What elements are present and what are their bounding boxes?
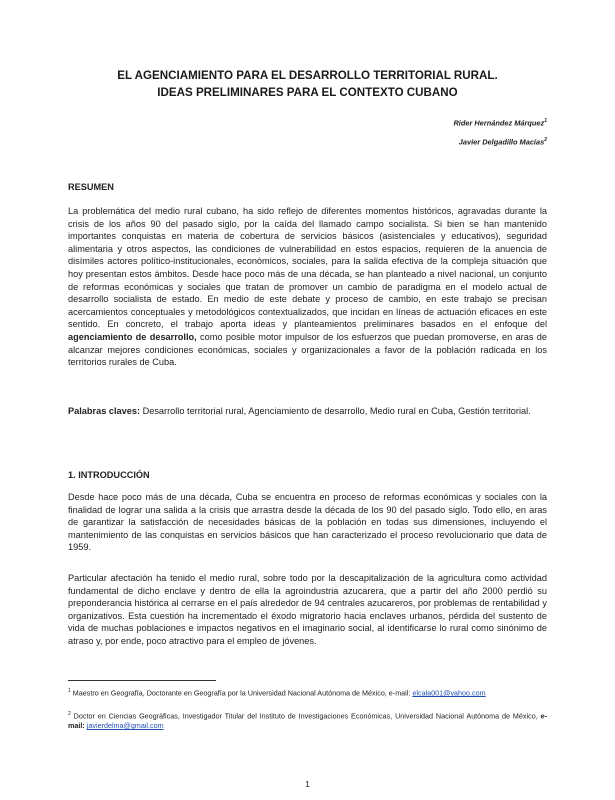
intro-paragraph-2: Particular afectación ha tenido el medio rural, sobre todo por la descapitalización de la agricultura como actividad fundamental de dicho enclave y dentro de ella la agroindustria azucarera, que a partir del año 2000 perdió su preponderancia histórica al cerrarse en el país alrededor de 94 centrales azucareros, por problemas de rentabilidad y organizativos. Esta cuestión ha incrementado el éxodo migratorio hacia enclaves urbanos, pérdida del sustento de vida de muchas poblaciones e impactos negativos en el imaginario social, al identificarse lo rural como sinónimo de atraso y, por ende, poco atractivo para el empleo de jóvenes. (68, 573, 547, 646)
title-line-2: IDEAS PRELIMINARES PARA EL CONTEXTO CUBANO (157, 86, 458, 99)
keywords-text: Desarrollo territorial rural, Agenciamiento de desarrollo, Medio rural en Cuba, Gestión territorial. (142, 406, 531, 416)
intro-heading: 1. INTRODUCCIÓN (68, 470, 150, 480)
page-number: 1 (305, 779, 310, 789)
author-name: Rider Hernández Márquez (453, 118, 545, 128)
footnote-2 (68, 709, 547, 731)
footnote-mark: 1 (68, 688, 71, 694)
footnote-email-link[interactable]: javierdelma@gmail.com (86, 721, 164, 731)
keywords (68, 405, 547, 418)
abstract-body (68, 205, 547, 369)
footnote-mark: 1 (544, 118, 547, 124)
footnote-1 (68, 686, 547, 698)
footnote-text: Maestro en Geografía, Doctorante en Geografía por la Universidad Nacional Autónoma de México, e-mail: (72, 688, 411, 698)
footnote-email-label: e-mail: (68, 711, 547, 731)
abstract-text-end: como posible motor impulsor de los esfuerzos que puedan promoverse, en aras de alcanzar mejores condiciones económicas, sociales y organizacionales a favor de la población radicada en los territorios rurales de Cuba. (68, 331, 547, 368)
abstract-bold-term: agenciamiento de desarrollo, (68, 331, 197, 342)
footnote-mark: 2 (544, 137, 547, 143)
footnote-mark: 2 (68, 711, 71, 717)
intro-paragraph-1: Desde hace poco más de una década, Cuba se encuentra en proceso de reformas económicas y sociales con la finalidad de lograr una salida a la crisis que arrastra desde la década de los 90 del pasado siglo. Todo ello, en aras de garantizar la satisfacción de necesidades básicas de la población en todas sus dimensiones, incluyendo el mantenimiento de las conquistas en servicios básicos que han caracterizado el proceso revolucionario que data de 1959. (68, 492, 547, 553)
footnote-divider (68, 680, 216, 681)
author-name: Javier Delgadillo Macías (458, 137, 545, 147)
abstract-text: La problemática del medio rural cubano, ha sido reflejo de diferentes momentos históricos, agravadas durante la crisis de los años 90 del pasado siglo, por la caída del llamado campo socialista. Si bien se han mantenido importantes conquistas en materia de cobertura de servicios básicos (asistenciales y educativos), seguridad alimentaria y otros aspectos, las condiciones de vulnerabilidad en estos espacios, requieren de la anuencia de disímiles actores político-institucionales, económicos, sociales, para la salida efectiva de la compleja situación que hoy presentan estos ámbitos. Desde hace poco más de una década, se han planteado a nivel nacional, un conjunto de reformas económicas y sociales que tratan de promover un cambio de paradigma en el modelo actual de desarrollo socialista de estado. En medio de este debate y proceso de cambio, en este trabajo se precisan acercamientos conceptuales y metodológicos contextualizados, que incidan en líneas de actuación eficaces en este sentido. En concreto, el trabajo aporta ideas y planteamientos preliminares basados en el enfoque del (68, 206, 547, 330)
title-line-1: EL AGENCIAMIENTO PARA EL DESARROLLO TERRITORIAL RURAL. (117, 69, 498, 82)
author-1 (453, 116, 547, 128)
paper-title (60, 67, 555, 101)
footnote-email-link[interactable]: elcala001@yahoo.com (412, 688, 486, 698)
author-2 (459, 135, 547, 147)
keywords-label: Palabras claves: (68, 406, 141, 416)
footnote-text: Doctor en Ciencias Geográficas, Investigador Titular del Instituto de Investigaciones Económicas, Universidad Nacional Autónoma de México, (73, 711, 538, 721)
abstract-heading: RESUMEN (68, 182, 114, 192)
